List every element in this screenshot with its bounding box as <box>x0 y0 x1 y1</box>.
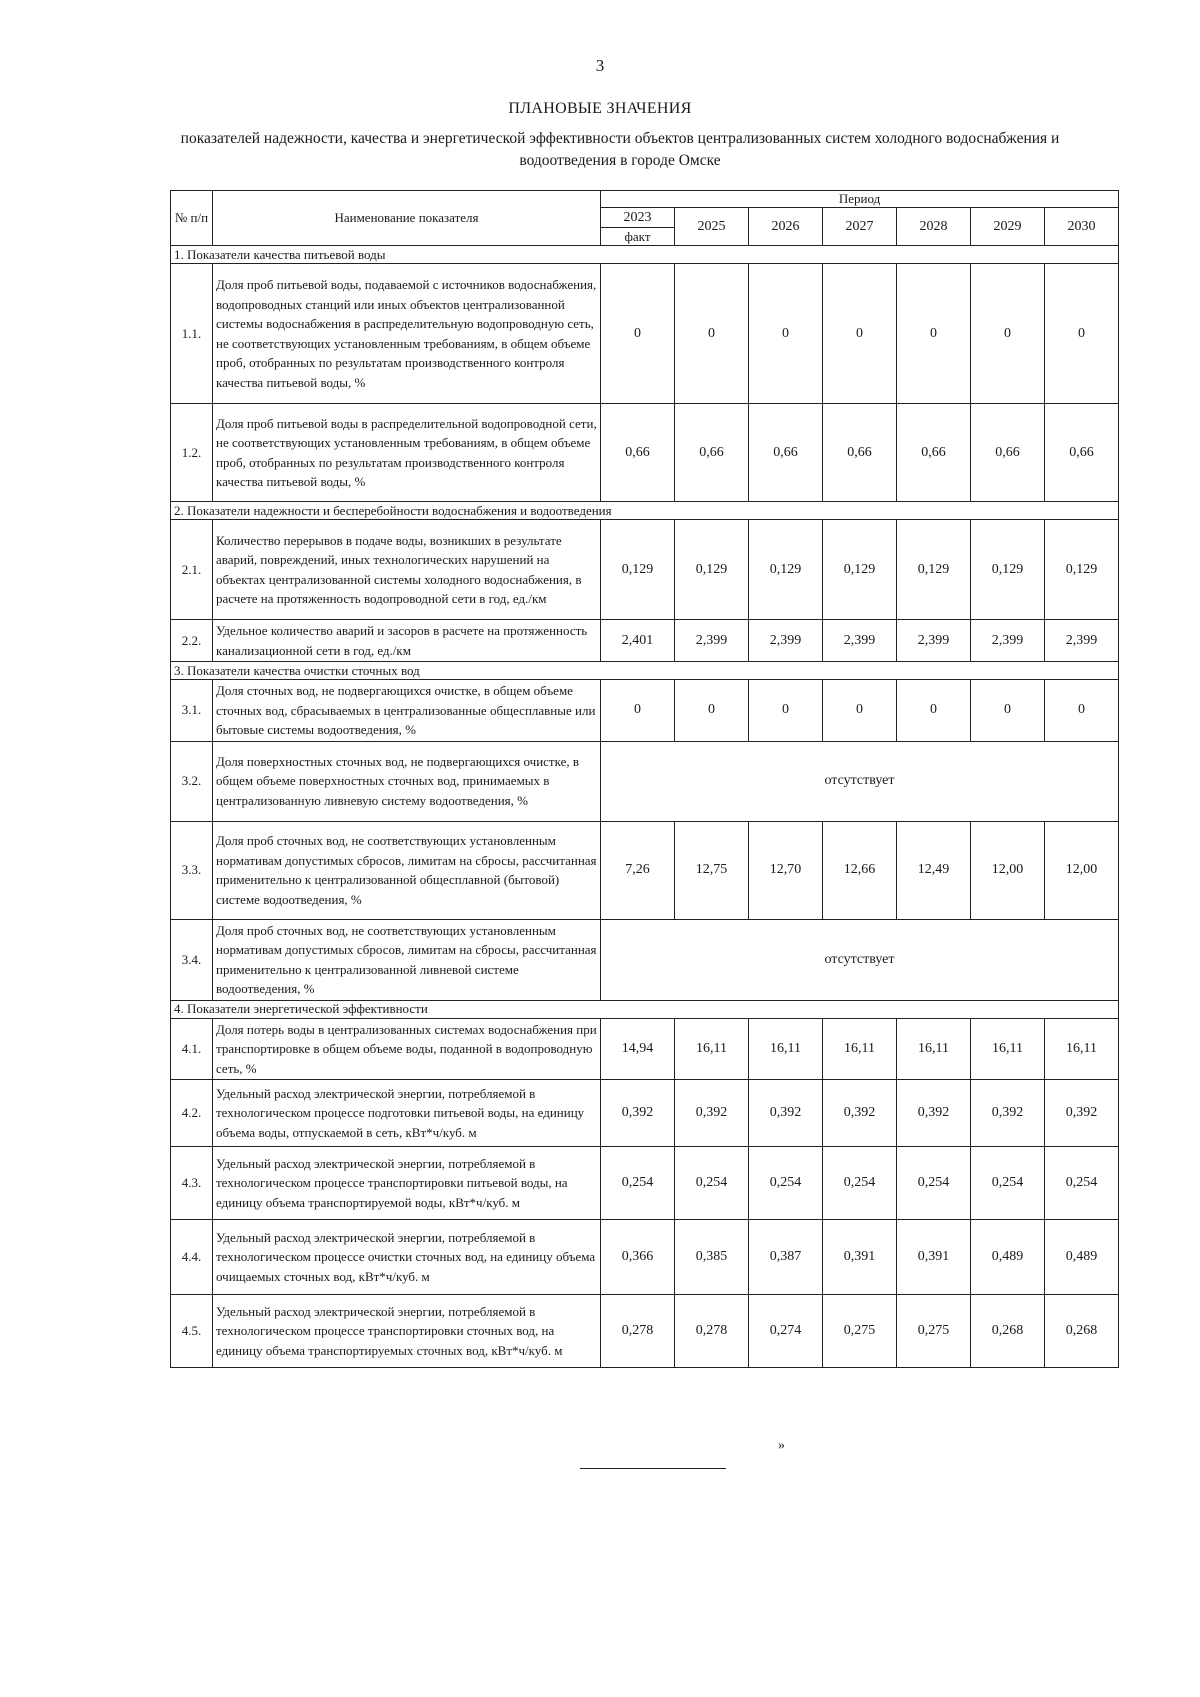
value-cell: 0,129 <box>971 520 1045 620</box>
value-cell: 12,00 <box>971 821 1045 919</box>
row-number: 4.3. <box>171 1147 213 1220</box>
indicator-name: Удельный расход электрической энергии, потребляемой в технологическом процессе транспортировки сточных вод, на единицу объема транспортируемых сточных вод, кВт*ч/куб. м <box>213 1295 601 1368</box>
header-year: 2030 <box>1045 208 1119 246</box>
header-year: 2027 <box>823 208 897 246</box>
page-number: 3 <box>595 56 605 75</box>
value-cell: 0,275 <box>823 1295 897 1368</box>
indicator-name: Доля проб питьевой воды, подаваемой с источников водоснабжения, водопроводных станций или иных объектов централизованной системы водоснабжения в распределительную водопроводную сеть, не соответствующих установленным требованиям, в общем объеме проб, отобранных по результатам производственного контроля качества питьевой воды, % <box>213 264 601 404</box>
value-cell: 0,254 <box>675 1147 749 1220</box>
indicator-name: Доля проб сточных вод, не соответствующих установленным нормативам допустимых сбросов, лимитам на сбросы, рассчитанная применительно к централизованной общесплавной (бытовой) системе водоотведения, % <box>213 821 601 919</box>
value-cell: 0,385 <box>675 1220 749 1295</box>
section-row <box>171 662 1119 680</box>
header-indicator-name: Наименование показателя <box>213 191 601 246</box>
table-row <box>171 520 1119 620</box>
value-cell: 0,366 <box>601 1220 675 1295</box>
row-number: 4.4. <box>171 1220 213 1295</box>
section-title: 1. Показатели качества питьевой воды <box>171 246 1119 264</box>
value-cell: 0,391 <box>897 1220 971 1295</box>
value-cell: 0 <box>601 680 675 742</box>
row-number: 1.2. <box>171 404 213 502</box>
value-cell: 0,392 <box>971 1080 1045 1147</box>
value-cell: 7,26 <box>601 821 675 919</box>
value-cell: 2,401 <box>601 620 675 662</box>
value-cell: 2,399 <box>749 620 823 662</box>
value-cell: 0,275 <box>897 1295 971 1368</box>
row-number: 4.5. <box>171 1295 213 1368</box>
value-cell: 0 <box>897 264 971 404</box>
row-number: 3.4. <box>171 919 213 1000</box>
value-cell: 0,254 <box>971 1147 1045 1220</box>
value-cell: 0,129 <box>749 520 823 620</box>
value-cell: 0,268 <box>971 1295 1045 1368</box>
value-cell: 0 <box>971 680 1045 742</box>
table-row <box>171 1220 1119 1295</box>
row-number: 3.1. <box>171 680 213 742</box>
indicator-name: Удельный расход электрической энергии, потребляемой в технологическом процессе очистки сточных вод, на единицу объема очищаемых сточных вод, кВт*ч/куб. м <box>213 1220 601 1295</box>
table-row <box>171 919 1119 1000</box>
value-cell: 0 <box>1045 680 1119 742</box>
value-cell: 0,278 <box>601 1295 675 1368</box>
value-cell: 14,94 <box>601 1018 675 1080</box>
header-period: Период <box>601 191 1119 208</box>
table-row <box>171 1295 1119 1368</box>
section-row <box>171 1000 1119 1018</box>
absent-value-cell: отсутствует <box>601 919 1119 1000</box>
value-cell: 16,11 <box>823 1018 897 1080</box>
table-row <box>171 741 1119 821</box>
value-cell: 0 <box>823 680 897 742</box>
table-row <box>171 1080 1119 1147</box>
value-cell: 16,11 <box>897 1018 971 1080</box>
value-cell: 12,70 <box>749 821 823 919</box>
document-title: ПЛАНОВЫЕ ЗНАЧЕНИЯ <box>508 100 692 117</box>
indicator-name: Удельный расход электрической энергии, потребляемой в технологическом процессе транспортировки питьевой воды, на единицу объема транспортируемой воды, кВт*ч/куб. м <box>213 1147 601 1220</box>
value-cell: 12,75 <box>675 821 749 919</box>
value-cell: 0 <box>1045 264 1119 404</box>
value-cell: 0,129 <box>601 520 675 620</box>
row-number: 4.2. <box>171 1080 213 1147</box>
absent-value-cell: отсутствует <box>601 741 1119 821</box>
value-cell: 2,399 <box>675 620 749 662</box>
value-cell: 0,66 <box>749 404 823 502</box>
value-cell: 0 <box>749 680 823 742</box>
value-cell: 0,66 <box>1045 404 1119 502</box>
value-cell: 0,254 <box>749 1147 823 1220</box>
value-cell: 0,66 <box>675 404 749 502</box>
header-year: 2028 <box>897 208 971 246</box>
value-cell: 12,49 <box>897 821 971 919</box>
value-cell: 0,129 <box>897 520 971 620</box>
value-cell: 0 <box>971 264 1045 404</box>
document-subtitle: показателей надежности, качества и энергетической эффективности объектов централизованных систем холодного водоснабжения и водоотведения в городе Омске <box>180 130 1060 169</box>
table-row <box>171 821 1119 919</box>
value-cell: 16,11 <box>1045 1018 1119 1080</box>
value-cell: 0,129 <box>1045 520 1119 620</box>
row-number: 2.1. <box>171 520 213 620</box>
table-row <box>171 264 1119 404</box>
value-cell: 0,129 <box>675 520 749 620</box>
value-cell: 0,274 <box>749 1295 823 1368</box>
indicator-name: Доля сточных вод, не подвергающихся очистке, в общем объеме сточных вод, сбрасываемых в централизованные общесплавные или бытовые системы водоотведения, % <box>213 680 601 742</box>
indicator-name: Доля потерь воды в централизованных системах водоснабжения при транспортировке в общем объеме воды, поданной в водопроводную сеть, % <box>213 1018 601 1080</box>
value-cell: 0 <box>823 264 897 404</box>
value-cell: 0,392 <box>1045 1080 1119 1147</box>
value-cell: 2,399 <box>971 620 1045 662</box>
header-fact-label: факт <box>601 228 675 246</box>
value-cell: 0 <box>897 680 971 742</box>
closing-quote: » <box>778 1438 785 1453</box>
value-cell: 0,489 <box>1045 1220 1119 1295</box>
value-cell: 16,11 <box>971 1018 1045 1080</box>
value-cell: 16,11 <box>749 1018 823 1080</box>
value-cell: 0,392 <box>601 1080 675 1147</box>
header-year-2023: 2023 <box>601 208 675 228</box>
indicator-name: Доля поверхностных сточных вод, не подвергающихся очистке, в общем объеме поверхностных сточных вод, принимаемых в централизованную ливневую систему водоотведения, % <box>213 741 601 821</box>
value-cell: 0 <box>749 264 823 404</box>
value-cell: 0,489 <box>971 1220 1045 1295</box>
indicators-table <box>170 190 1119 1368</box>
value-cell: 12,00 <box>1045 821 1119 919</box>
value-cell: 0,278 <box>675 1295 749 1368</box>
value-cell: 2,399 <box>823 620 897 662</box>
indicator-name: Доля проб сточных вод, не соответствующих установленным нормативам допустимых сбросов, лимитам на сбросы, рассчитанная применительно к централизованной ливневой системе водоотведения, % <box>213 919 601 1000</box>
value-cell: 0,66 <box>823 404 897 502</box>
table-row <box>171 680 1119 742</box>
value-cell: 0,254 <box>823 1147 897 1220</box>
value-cell: 16,11 <box>675 1018 749 1080</box>
value-cell: 0 <box>675 680 749 742</box>
value-cell: 2,399 <box>1045 620 1119 662</box>
value-cell: 0,254 <box>601 1147 675 1220</box>
value-cell: 0,129 <box>823 520 897 620</box>
value-cell: 0,392 <box>749 1080 823 1147</box>
value-cell: 12,66 <box>823 821 897 919</box>
value-cell: 0,254 <box>1045 1147 1119 1220</box>
row-number: 3.3. <box>171 821 213 919</box>
table-row <box>171 1018 1119 1080</box>
indicator-name: Количество перерывов в подаче воды, возникших в результате аварий, повреждений, иных технологических нарушений на объектах централизованной системы холодного водоснабжения, в расчете на протяженность водопроводной сети в год, ед./км <box>213 520 601 620</box>
header-year: 2025 <box>675 208 749 246</box>
table-row <box>171 404 1119 502</box>
section-title: 3. Показатели качества очистки сточных вод <box>171 662 1119 680</box>
section-row <box>171 246 1119 264</box>
section-title: 4. Показатели энергетической эффективности <box>171 1000 1119 1018</box>
header-year: 2026 <box>749 208 823 246</box>
row-number: 4.1. <box>171 1018 213 1080</box>
footer-divider <box>580 1468 726 1469</box>
value-cell: 0 <box>675 264 749 404</box>
value-cell: 0,268 <box>1045 1295 1119 1368</box>
value-cell: 0,66 <box>971 404 1045 502</box>
row-number: 1.1. <box>171 264 213 404</box>
value-cell: 0,392 <box>823 1080 897 1147</box>
value-cell: 0,254 <box>897 1147 971 1220</box>
value-cell: 0,391 <box>823 1220 897 1295</box>
value-cell: 0,387 <box>749 1220 823 1295</box>
indicator-name: Удельное количество аварий и засоров в расчете на протяженность канализационной сети в год, ед./км <box>213 620 601 662</box>
value-cell: 0,66 <box>601 404 675 502</box>
indicator-name: Удельный расход электрической энергии, потребляемой в технологическом процессе подготовки питьевой воды, на единицу объема воды, отпускаемой в сеть, кВт*ч/куб. м <box>213 1080 601 1147</box>
section-title: 2. Показатели надежности и бесперебойности водоснабжения и водоотведения <box>171 502 1119 520</box>
row-number: 2.2. <box>171 620 213 662</box>
section-row <box>171 502 1119 520</box>
row-number: 3.2. <box>171 741 213 821</box>
header-number: № п/п <box>171 191 213 246</box>
table-row <box>171 1147 1119 1220</box>
value-cell: 2,399 <box>897 620 971 662</box>
value-cell: 0,392 <box>897 1080 971 1147</box>
header-year: 2029 <box>971 208 1045 246</box>
table-row <box>171 620 1119 662</box>
indicator-name: Доля проб питьевой воды в распределительной водопроводной сети, не соответствующих установленным требованиям, в общем объеме проб, отобранных по результатам производственного контроля качества питьевой воды, % <box>213 404 601 502</box>
value-cell: 0,392 <box>675 1080 749 1147</box>
value-cell: 0 <box>601 264 675 404</box>
value-cell: 0,66 <box>897 404 971 502</box>
